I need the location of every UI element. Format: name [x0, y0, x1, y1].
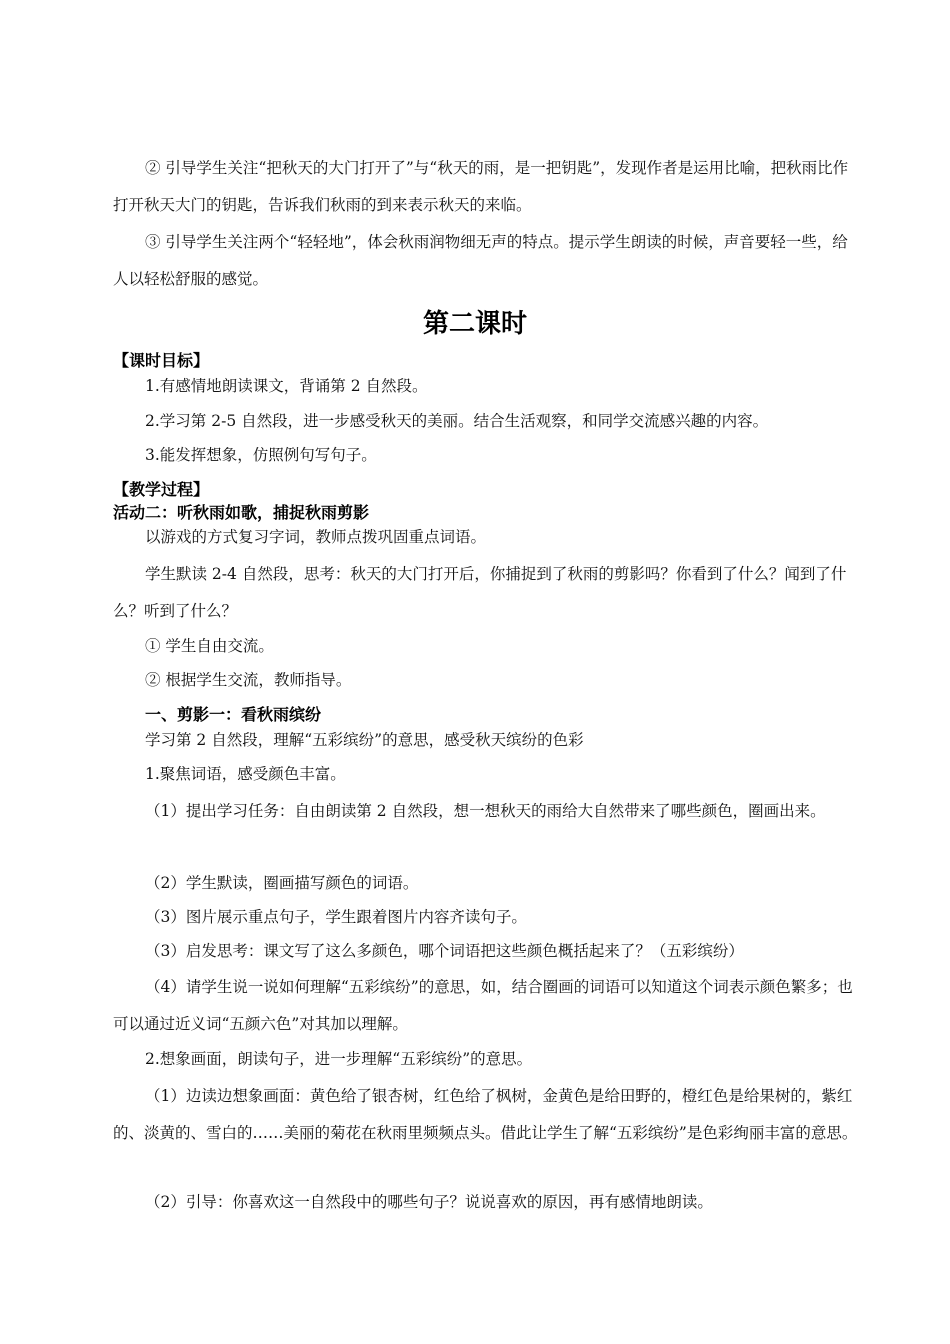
- section-heading-1: 一、剪影一：看秋雨缤纷: [145, 705, 322, 724]
- intro-paragraph-3: ③ 引导学生关注两个“轻轻地”，体会秋雨润物细无声的特点。提示学生朗读的时候，声音要轻一些，给人以轻松舒服的感觉。: [113, 233, 848, 288]
- intro-paragraph-2: ② 引导学生关注“把秋天的大门打开了”与“秋天的雨，是一把钥匙”，发现作者是运用比喻，把秋雨比作打开秋天大门的钥匙，告诉我们秋雨的到来表示秋天的来临。: [113, 159, 849, 214]
- section-paragraph-2: 1.聚焦词语，感受颜色丰富。: [145, 765, 346, 783]
- goals-heading: 【课时目标】: [113, 351, 210, 370]
- process-paragraph-4: ② 根据学生交流，教师指导。: [145, 671, 352, 689]
- lesson-title: 第二课时: [422, 309, 527, 339]
- section-paragraph-1: 学习第 2 自然段，理解“五彩缤纷”的意思，感受秋天缤纷的色彩: [145, 731, 584, 749]
- section-paragraph-8: 2.想象画面，朗读句子，进一步理解“五彩缤纷”的意思。: [145, 1050, 533, 1068]
- goal-item-2: 2.学习第 2-5 自然段，进一步感受秋天的美丽。结合生活观察，和同学交流感兴趣的内容。: [145, 412, 769, 430]
- section-paragraph-7: （4）请学生说一说如何理解“五彩缤纷”的意思，如，结合圈画的词语可以知道这个词表示颜色繁多；也可以通过近义词“五颜六色”对其加以理解。: [113, 978, 853, 1033]
- process-paragraph-3: ① 学生自由交流。: [145, 637, 274, 655]
- section-paragraph-6: （3）启发思考：课文写了这么多颜色，哪个词语把这些颜色概括起来了？（五彩缤纷）: [145, 942, 744, 960]
- process-paragraph-1: 以游戏的方式复习字词，教师点拨巩固重点词语。: [145, 528, 487, 546]
- section-paragraph-9: （1）边读边想象画面：黄色给了银杏树，红色给了枫树，金黄色是给田野的，橙红色是给果树的，紫红的、淡黄的、雪白的……美丽的菊花在秋雨里频频点头。借此让学生了解“五彩缤纷”是色彩绚丽丰富的意思。: [113, 1087, 858, 1142]
- section-paragraph-4: （2）学生默读，圈画描写颜色的词语。: [145, 874, 419, 892]
- section-paragraph-3: （1）提出学习任务：自由朗读第 2 自然段，想一想秋天的雨给大自然带来了哪些颜色，圈画出来。: [145, 802, 826, 820]
- process-paragraph-2: 学生默读 2-4 自然段，思考：秋天的大门打开后，你捕捉到了秋雨的剪影吗？你看到了什么？闻到了什么？听到了什么？: [113, 565, 847, 620]
- process-heading: 【教学过程】: [113, 480, 210, 499]
- activity-heading: 活动二：听秋雨如歌，捕捉秋雨剪影: [113, 503, 370, 522]
- goal-item-3: 3.能发挥想象，仿照例句写句子。: [145, 446, 377, 464]
- goal-item-1: 1.有感情地朗读课文，背诵第 2 自然段。: [145, 377, 428, 395]
- section-paragraph-10: （2）引导：你喜欢这一自然段中的哪些句子？说说喜欢的原因，再有感情地朗读。: [145, 1193, 713, 1211]
- section-paragraph-5: （3）图片展示重点句子，学生跟着图片内容齐读句子。: [145, 908, 527, 926]
